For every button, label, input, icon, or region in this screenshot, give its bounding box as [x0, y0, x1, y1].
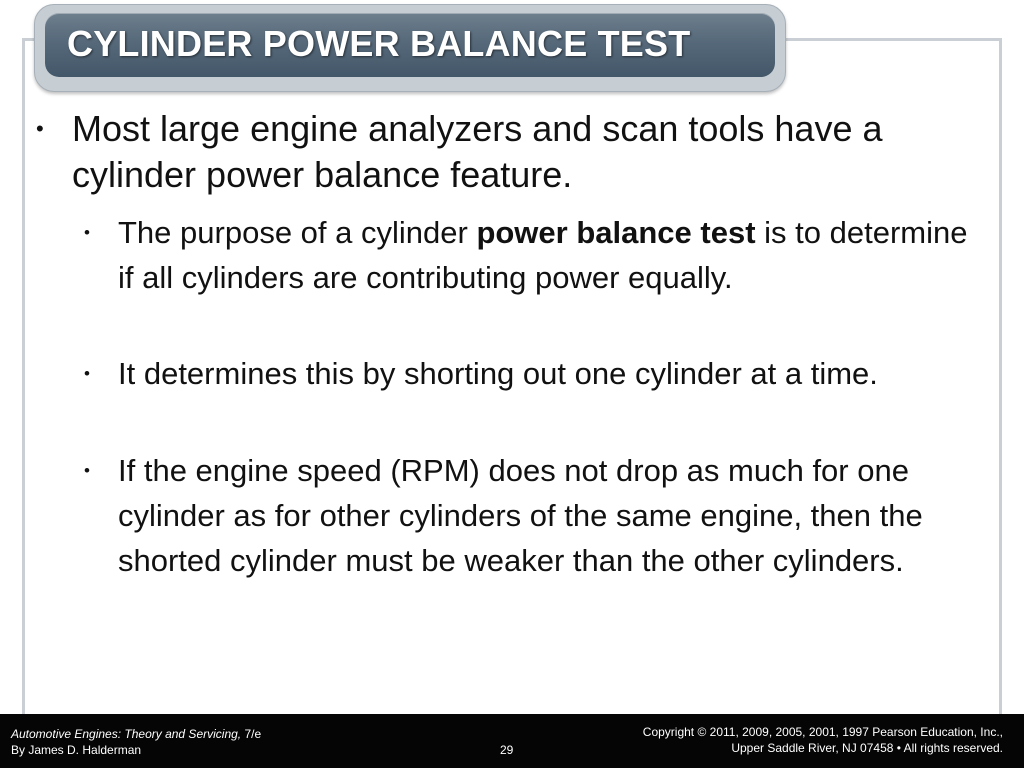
- bullet-sub-3-text: If the engine speed (RPM) does not drop as much for one cylinder as for other cylinders of the same engine, then the shorted cylinder must be weaker than the other cylinders.: [118, 453, 923, 578]
- footer-edition: 7/e: [241, 727, 262, 741]
- bullet-dot: •: [84, 223, 90, 242]
- footer-author: By James D. Halderman: [11, 743, 142, 757]
- footer-book-title: Automotive Engines: Theory and Servicing,: [11, 727, 242, 741]
- slide-title: CYLINDER POWER BALANCE TEST: [67, 23, 691, 64]
- footer-book-info: [11, 726, 261, 758]
- copyright-line-1: Copyright © 2011, 2009, 2005, 2001, 1997 Pearson Education, Inc.,: [642, 725, 1003, 739]
- bullet-dot: •: [84, 364, 90, 383]
- footer-bar: [0, 714, 1024, 768]
- bullet-sub-2-text: It determines this by shorting out one cylinder at a time.: [118, 356, 878, 391]
- copyright-line-2: Upper Saddle River, NJ 07458 • All rights reserved.: [731, 741, 1003, 755]
- bullet-sub-1-after: is to determine if all cylinders are contributing power equally.: [118, 215, 968, 295]
- bullet-dot: •: [84, 461, 90, 480]
- footer-copyright: [643, 724, 1003, 756]
- page-number: 29: [500, 743, 514, 757]
- bullet-sub-1-before: The purpose of a cylinder: [118, 215, 477, 250]
- bullet-dot: •: [36, 116, 44, 141]
- bullet-main-text: Most large engine analyzers and scan tools have a cylinder power balance feature.: [72, 108, 883, 195]
- bullet-sub-1-bold: power balance test: [476, 215, 756, 250]
- bullet-sub-1-text: [118, 210, 968, 300]
